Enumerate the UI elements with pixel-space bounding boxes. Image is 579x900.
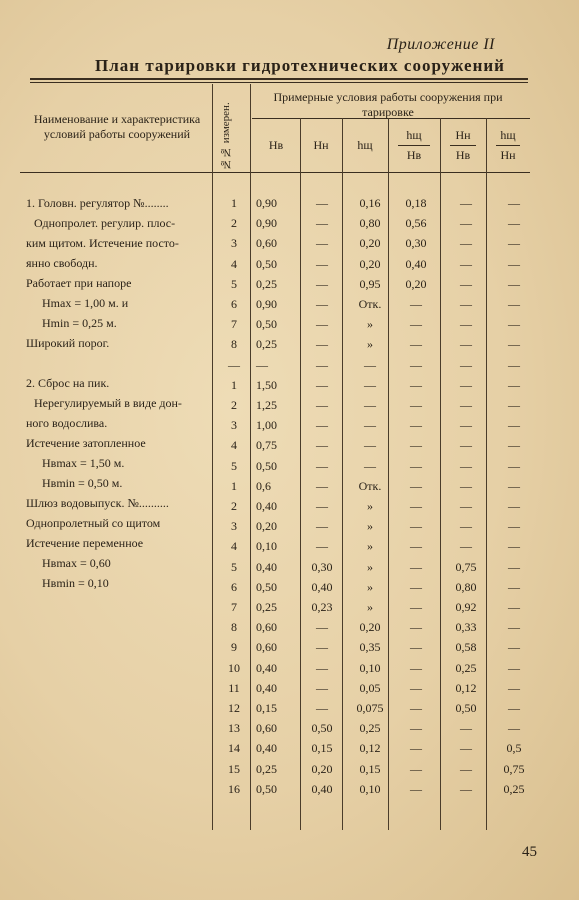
cell-ratio-hn-hv: — (460, 276, 472, 291)
cell-hv: 0,40 (256, 559, 277, 574)
cell-measurement-no: 4 (231, 256, 237, 271)
cell-ratio-hn-hv: — (460, 317, 472, 332)
cell-hv: 0,50 (256, 458, 277, 473)
cell-measurement-no: 1 (231, 377, 237, 392)
ratio-denominator: Hн (500, 148, 516, 162)
cell-hv: 0,60 (256, 236, 277, 251)
cell-measurement-no: 5 (231, 458, 237, 473)
cell-hn: — (316, 337, 328, 352)
desc-line: Работает при напоре (26, 276, 132, 290)
cell-ratio-hn-hv: — (460, 377, 472, 392)
cell-hsh: » (367, 600, 373, 614)
cell-hsh: 0,05 (359, 680, 381, 695)
cell-ratio-hsh-hv: — (410, 640, 422, 655)
cell-hv: 0,25 (256, 276, 277, 291)
cell-hsh: — (364, 357, 376, 372)
cell-measurement-no: 11 (228, 680, 240, 695)
cell-ratio-hsh-hv: — (410, 519, 422, 534)
cell-hn: — (316, 519, 328, 534)
desc-line: Истечение переменное (26, 536, 144, 550)
cell-ratio-hsh-hv: — (410, 680, 422, 695)
cell-ratio-hsh-hv: 0,30 (405, 236, 427, 251)
desc-line: Широкий порог. (26, 336, 110, 350)
title-rule-bottom (30, 82, 528, 83)
cell-ratio-hsh-hn: — (508, 640, 520, 655)
desc-line: ного водослива. (26, 416, 108, 430)
cell-ratio-hn-hv: 0,75 (455, 559, 477, 574)
cell-ratio-hsh-hv: — (410, 418, 422, 433)
cell-hv: 0,60 (256, 640, 277, 655)
cell-ratio-hn-hv: — (460, 721, 472, 736)
cell-ratio-hsh-hn: — (508, 438, 520, 453)
cell-hv: 0,25 (256, 761, 277, 776)
cell-hsh: 0,25 (359, 721, 381, 736)
cell-ratio-hsh-hv: — (410, 297, 422, 311)
cell-ratio-hn-hv: — (460, 418, 472, 433)
cell-hn: 0,50 (311, 721, 333, 736)
cell-hv: 0,50 (256, 317, 277, 332)
desc-line: Истечение затопленное (26, 436, 146, 450)
cell-measurement-no: — (228, 357, 240, 372)
header-ratio-hsh-hv (388, 128, 440, 163)
cell-hsh: 0,075 (356, 701, 384, 715)
cell-hn: — (316, 680, 328, 695)
cell-hn: — (316, 418, 328, 433)
cell-hv: 0,40 (256, 499, 277, 513)
cell-hn: — (316, 701, 328, 715)
ratio-numerator: hщ (500, 128, 516, 142)
fraction-bar (450, 145, 476, 146)
desc-line: Hвmin = 0,50 м. (42, 476, 123, 490)
cell-hv: — (256, 357, 268, 372)
cell-ratio-hsh-hn: — (508, 357, 520, 372)
cell-ratio-hn-hv: — (460, 398, 472, 412)
cell-ratio-hn-hv: — (460, 761, 472, 776)
cell-hv: 0,6 (256, 478, 271, 493)
cell-hv: 0,90 (256, 216, 277, 231)
cell-hsh: Отк. (358, 297, 382, 311)
cell-ratio-hsh-hv: — (410, 337, 422, 352)
cell-hsh: » (367, 559, 373, 574)
cell-hn: — (316, 196, 328, 210)
cell-ratio-hsh-hv: 0,40 (405, 256, 427, 271)
appendix-label: Приложение II (386, 36, 495, 53)
cell-measurement-no: 8 (231, 620, 237, 635)
ratio-denominator: Hв (455, 148, 471, 162)
cell-ratio-hsh-hn: — (508, 337, 520, 352)
cell-ratio-hn-hv: — (460, 216, 472, 231)
desc-line: Hвmin = 0,10 (42, 576, 109, 590)
cell-measurement-no: 9 (231, 640, 237, 655)
cell-measurement-no: 13 (228, 721, 240, 736)
cell-hn: — (316, 357, 328, 372)
cell-ratio-hn-hv: — (460, 519, 472, 534)
page-title: План тарировки гидротехнических сооружений (95, 56, 505, 75)
cell-ratio-hsh-hn: — (508, 721, 520, 736)
title-rule-top (30, 78, 528, 80)
cell-ratio-hn-hv: 0,92 (455, 600, 477, 614)
cell-ratio-hn-hv: — (460, 337, 472, 352)
desc-line: 2. Сброс на пик. (26, 376, 110, 390)
cell-hv: 0,50 (256, 579, 277, 594)
cell-measurement-no: 16 (228, 781, 240, 796)
cell-hv: 0,40 (256, 741, 277, 756)
cell-ratio-hn-hv: — (460, 539, 472, 554)
ratio-numerator: hщ (406, 128, 422, 142)
cell-hv: 0,10 (256, 539, 277, 554)
cell-hn: — (316, 620, 328, 635)
cell-measurement-no: 5 (231, 276, 237, 291)
cell-hv: 0,25 (256, 600, 277, 614)
cell-hsh: 0,16 (359, 196, 381, 210)
cell-measurement-no: 1 (231, 478, 237, 493)
col-divider (250, 84, 251, 830)
cell-measurement-no: 8 (231, 337, 237, 352)
cell-measurement-no: 2 (231, 499, 237, 513)
cell-ratio-hn-hv: 0,58 (455, 640, 477, 655)
cell-ratio-hsh-hv: — (410, 559, 422, 574)
cell-ratio-hsh-hn: — (508, 377, 520, 392)
header-hn: Hн (313, 138, 329, 152)
page-number: 45 (522, 844, 537, 860)
cell-ratio-hsh-hn: — (508, 297, 520, 311)
cell-hv: 0,40 (256, 660, 277, 675)
cell-ratio-hsh-hn: — (508, 499, 520, 513)
cell-hsh: 0,20 (359, 236, 381, 251)
cell-ratio-hn-hv: — (460, 499, 472, 513)
cell-measurement-no: 3 (231, 418, 237, 433)
cell-hsh: » (367, 519, 373, 534)
cell-hsh: » (367, 499, 373, 513)
cell-ratio-hsh-hn: — (508, 579, 520, 594)
cell-hsh: » (367, 579, 373, 594)
cell-hsh: » (367, 539, 373, 554)
cell-measurement-no: 6 (231, 297, 237, 311)
cell-hn: 0,40 (311, 781, 333, 796)
cell-hn: 0,20 (311, 761, 333, 776)
cell-measurement-no: 12 (228, 701, 240, 715)
cell-ratio-hsh-hn: 0,75 (503, 761, 525, 776)
desc-line: Нерегулируемый в виде дон- (34, 396, 182, 410)
cell-ratio-hsh-hv: — (410, 398, 422, 412)
cell-ratio-hn-hv: — (460, 297, 472, 311)
cell-ratio-hsh-hn: — (508, 398, 520, 412)
cell-hv: 1,50 (256, 377, 277, 392)
cell-ratio-hsh-hn: — (508, 519, 520, 534)
cell-ratio-hsh-hv: — (410, 499, 422, 513)
cell-ratio-hsh-hv: 0,20 (405, 276, 427, 291)
cell-ratio-hn-hv: 0,50 (455, 701, 477, 715)
cell-hsh: 0,10 (359, 781, 381, 796)
cell-hv: 0,20 (256, 519, 277, 534)
cell-measurement-no: 4 (231, 539, 237, 554)
cell-hn: — (316, 256, 328, 271)
cell-ratio-hsh-hn: 0,5 (506, 741, 522, 756)
cell-ratio-hn-hv: — (460, 236, 472, 251)
cell-ratio-hn-hv: — (460, 458, 472, 473)
cell-ratio-hsh-hn: — (508, 276, 520, 291)
cell-hsh: — (364, 398, 376, 412)
cell-ratio-hsh-hv: — (410, 478, 422, 493)
header-ratio-hsh-hn (486, 128, 530, 163)
header-ratio-hn-hv (440, 128, 486, 163)
cell-measurement-no: 7 (231, 317, 237, 332)
cell-ratio-hn-hv: 0,25 (455, 660, 477, 675)
cell-ratio-hsh-hv: — (410, 620, 422, 635)
cell-hsh: » (367, 337, 373, 352)
cell-hsh: 0,15 (359, 761, 381, 776)
cell-ratio-hsh-hv: 0,18 (405, 196, 427, 210)
cell-hn: — (316, 640, 328, 655)
cell-ratio-hsh-hv: — (410, 458, 422, 473)
ratio-denominator: Hв (406, 148, 422, 162)
cell-ratio-hsh-hn: — (508, 600, 520, 614)
cell-ratio-hsh-hn: — (508, 478, 520, 493)
cell-hv: 0,90 (256, 297, 277, 311)
cell-measurement-no: 6 (231, 579, 237, 594)
cell-hn: 0,23 (311, 600, 333, 614)
cell-hv: 0,75 (256, 438, 277, 453)
cell-ratio-hsh-hn: — (508, 559, 520, 574)
cell-hsh: — (364, 418, 376, 433)
cell-measurement-no: 14 (228, 741, 240, 756)
cell-hsh: 0,95 (359, 276, 381, 291)
cell-hn: — (316, 660, 328, 675)
cell-ratio-hn-hv: 0,33 (455, 620, 477, 635)
header-rule-bottom (20, 172, 530, 173)
cell-ratio-hn-hv: — (460, 781, 472, 796)
desc-line: Hmin = 0,25 м. (42, 316, 117, 330)
cell-ratio-hsh-hn: — (508, 216, 520, 231)
desc-line: Однопролетный со щитом (26, 516, 161, 530)
cell-hn: — (316, 276, 328, 291)
cell-hsh: 0,20 (359, 620, 381, 635)
cell-ratio-hn-hv: 0,80 (455, 579, 477, 594)
cell-ratio-hn-hv: — (460, 741, 472, 756)
cell-measurement-no: 5 (231, 559, 237, 574)
cell-hsh: 0,10 (359, 660, 381, 675)
cell-ratio-hsh-hv: — (410, 701, 422, 715)
cell-hsh: Отк. (358, 478, 382, 493)
cell-hn: — (316, 377, 328, 392)
cell-ratio-hsh-hv: — (410, 438, 422, 453)
header-hsh: hщ (357, 138, 373, 152)
cell-hv: 0,50 (256, 256, 277, 271)
cell-hn: — (316, 539, 328, 554)
desc-line: янно свободн. (26, 256, 98, 270)
cell-ratio-hsh-hn: — (508, 620, 520, 635)
header-hv: Hв (268, 138, 284, 152)
cell-hsh: — (364, 377, 376, 392)
cell-hn: — (316, 297, 328, 311)
cell-hsh: 0,20 (359, 256, 381, 271)
cell-ratio-hsh-hn: — (508, 701, 520, 715)
cell-measurement-no: 3 (231, 236, 237, 251)
cell-measurement-no: 3 (231, 519, 237, 534)
cell-hn: — (316, 499, 328, 513)
cell-measurement-no: 4 (231, 438, 237, 453)
col-divider (342, 118, 343, 830)
cell-hn: — (316, 458, 328, 473)
cell-ratio-hsh-hv: — (410, 741, 422, 756)
cell-measurement-no: 1 (231, 196, 237, 210)
col-divider (440, 118, 441, 830)
cell-ratio-hsh-hv: — (410, 781, 422, 796)
cell-hsh: » (367, 317, 373, 332)
header-measurement-no: №№ измерен. (220, 102, 232, 170)
fraction-bar (398, 145, 430, 146)
cell-hn: 0,40 (311, 579, 333, 594)
cell-ratio-hsh-hn: — (508, 680, 520, 695)
cell-hv: 0,15 (256, 701, 277, 715)
cell-ratio-hn-hv: — (460, 196, 472, 210)
cell-hv: 1,25 (256, 398, 277, 412)
cell-measurement-no: 2 (231, 398, 237, 412)
header-name: Наименование и характеристика условий работы сооружений (33, 112, 201, 141)
cell-ratio-hsh-hv: — (410, 660, 422, 675)
cell-ratio-hsh-hv: — (410, 317, 422, 332)
cell-ratio-hn-hv: — (460, 256, 472, 271)
col-divider (486, 118, 487, 830)
cell-ratio-hsh-hv: — (410, 721, 422, 736)
cell-ratio-hsh-hn: — (508, 256, 520, 271)
fraction-bar (496, 145, 520, 146)
cell-ratio-hn-hv: 0,12 (455, 680, 477, 695)
cell-hn: — (316, 398, 328, 412)
cell-ratio-hn-hv: — (460, 357, 472, 372)
cell-hv: 0,40 (256, 680, 277, 695)
cell-ratio-hsh-hv: 0,56 (405, 216, 427, 231)
cell-ratio-hsh-hn: — (508, 539, 520, 554)
desc-line: Однопролет. регулир. плос- (34, 216, 176, 230)
desc-line: Hmax = 1,00 м. и (42, 296, 129, 310)
cell-hsh: 0,80 (359, 216, 381, 231)
cell-ratio-hsh-hv: — (410, 539, 422, 554)
desc-line: Hвmax = 0,60 (42, 556, 111, 570)
cell-ratio-hsh-hn: — (508, 418, 520, 433)
cell-hsh: 0,12 (359, 741, 381, 756)
cell-hn: — (316, 478, 328, 493)
cell-hn: — (316, 317, 328, 332)
col-divider (212, 84, 213, 830)
cell-hsh: — (364, 458, 376, 473)
cell-ratio-hsh-hn: — (508, 660, 520, 675)
cell-ratio-hsh-hv: — (410, 357, 422, 372)
cell-ratio-hn-hv: — (460, 438, 472, 453)
desc-line: Hвmax = 1,50 м. (42, 456, 125, 470)
cell-ratio-hsh-hn: — (508, 458, 520, 473)
cell-hv: 0,60 (256, 721, 277, 736)
desc-line: ким щитом. Истечение посто- (26, 236, 179, 250)
cell-hv: 0,90 (256, 196, 277, 210)
cell-hv: 0,50 (256, 781, 277, 796)
cell-hv: 0,25 (256, 337, 277, 352)
cell-hn: — (316, 216, 328, 231)
cell-ratio-hsh-hv: — (410, 600, 422, 614)
cell-hsh: 0,35 (359, 640, 381, 655)
cell-ratio-hsh-hv: — (410, 579, 422, 594)
cell-measurement-no: 15 (228, 761, 240, 776)
cell-ratio-hsh-hn: 0,25 (503, 781, 525, 796)
cell-ratio-hsh-hv: — (410, 761, 422, 776)
cell-ratio-hsh-hn: — (508, 317, 520, 332)
cell-ratio-hsh-hv: — (410, 377, 422, 392)
col-divider (300, 118, 301, 830)
cell-measurement-no: 2 (231, 216, 237, 231)
desc-line: Шлюз водовыпуск. №.......... (26, 496, 169, 510)
cell-measurement-no: 7 (231, 600, 237, 614)
cell-ratio-hsh-hn: — (508, 196, 520, 210)
header-conditions: Примерные условия работы сооружения при тарировке (273, 90, 503, 119)
cell-hv: 0,60 (256, 620, 277, 635)
cell-ratio-hn-hv: — (460, 478, 472, 493)
cell-hsh: — (364, 438, 376, 453)
cell-hv: 1,00 (256, 418, 277, 433)
ratio-numerator: Hн (455, 128, 471, 142)
cell-hn: — (316, 236, 328, 251)
desc-line: 1. Головн. регулятор №........ (26, 196, 169, 210)
cell-hn: 0,15 (311, 741, 333, 756)
cell-ratio-hsh-hn: — (508, 236, 520, 251)
cell-hn: — (316, 438, 328, 453)
cell-hn: 0,30 (311, 559, 333, 574)
cell-measurement-no: 10 (228, 660, 240, 675)
